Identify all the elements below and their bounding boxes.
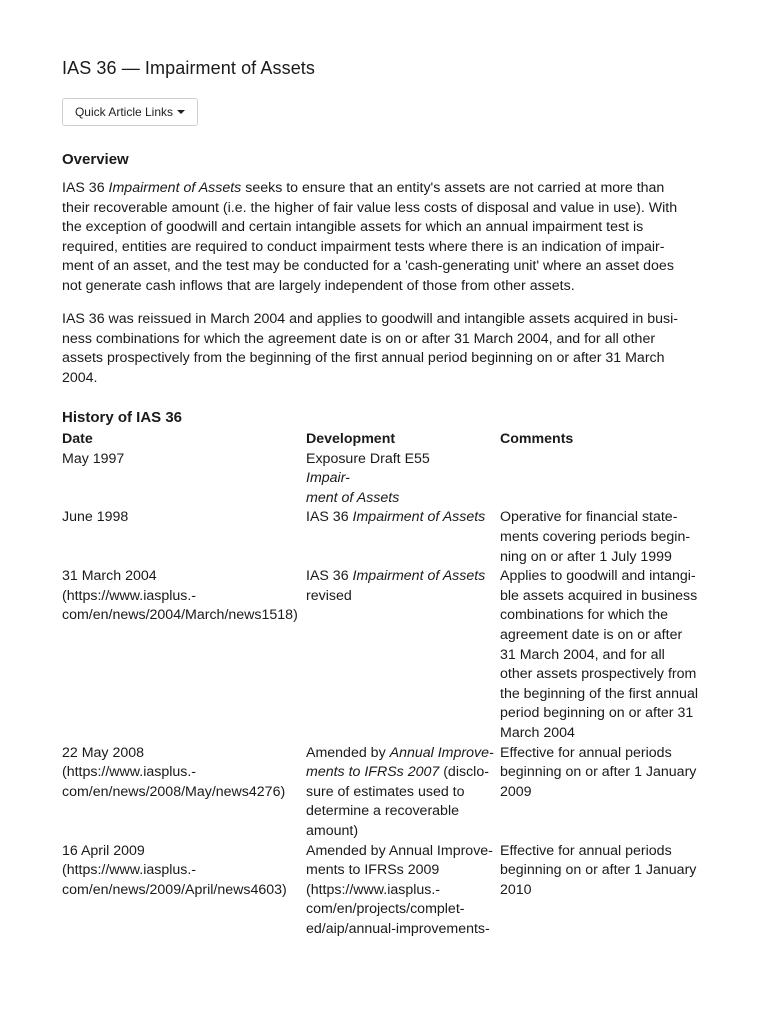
- overview-paragraph-2: [62, 310, 708, 388]
- quick-article-links-label: Quick Article Links: [74, 105, 174, 119]
- history-heading: History of IAS 36: [62, 409, 183, 426]
- history-row-comments: Applies to goodwill and intangi- ble assets acquired in business combinations for which the agreement date is on or after 31 March 2004, and for all other assets prospectively from the beginning of the first annual period beginning on or after 31 March 2004: [500, 568, 698, 741]
- overview-heading: Overview: [62, 151, 129, 168]
- paragraph-line: not generate cash inflows that are largely independent of those from other assets.: [62, 277, 575, 294]
- history-row-date: May 1997: [62, 450, 125, 467]
- paragraph-line: the exception of goodwill and certain intangible assets for which an annual impairment test is: [62, 219, 644, 236]
- paragraph-line: assets prospectively from the beginning of the first annual period beginning on or after 31 March: [62, 350, 665, 367]
- column-header-comments: Comments: [500, 431, 574, 447]
- quick-article-links-button[interactable]: [62, 98, 198, 126]
- history-row-date: 31 March 2004 (https://www.iasplus.- com/en/news/2004/March/news1518): [62, 568, 298, 624]
- column-header-development: Development: [306, 431, 396, 447]
- history-row-development: IAS 36 Impairment of Assets: [306, 509, 486, 526]
- history-row-development: Amended by Annual Improve- ments to IFRSs 2009 (https://www.iasplus.- com/en/projects/complet- ed/aip/annual-improvements-: [306, 842, 493, 937]
- history-row-development: IAS 36 Impairment of Assets revised: [306, 568, 486, 604]
- paragraph-line: required, entities are required to conduct impairment tests where there is an indication of impair-: [62, 238, 665, 255]
- history-row-development: Amended by Annual Improve- ments to IFRSs 2007 (disclo- sure of estimates used to determine a recoverable amount): [306, 744, 494, 839]
- caret-down-icon: [177, 110, 185, 114]
- history-row-date: 22 May 2008 (https://www.iasplus.- com/en/news/2008/May/news4276): [62, 744, 286, 800]
- history-row-comments: Effective for annual periods beginning on or after 1 January 2010: [500, 842, 697, 898]
- paragraph-line: 2004.: [62, 369, 98, 386]
- history-row-date: 16 April 2009 (https://www.iasplus.- com/en/news/2009/April/news4603): [62, 842, 287, 898]
- page-title: IAS 36 — Impairment of Assets: [62, 58, 316, 78]
- history-row-date: June 1998: [62, 509, 129, 526]
- paragraph-line: ment of an asset, and the test may be conducted for a 'cash-generating unit' where an asset does: [62, 258, 674, 275]
- paragraph-line: their recoverable amount (i.e. the higher of fair value less costs of disposal and value in use). With: [62, 199, 678, 216]
- history-row-development: Exposure Draft E55 Impair- ment of Assets: [306, 450, 430, 506]
- overview-paragraph-1: [62, 179, 708, 297]
- history-row-comments: Operative for financial state- ments covering periods begin- ning on or after 1 July 1999: [500, 509, 691, 565]
- paragraph-line: IAS 36 was reissued in March 2004 and applies to goodwill and intangible assets acquired in busi-: [62, 311, 678, 327]
- column-header-date: Date: [62, 431, 93, 447]
- paragraph-line: ness combinations for which the agreement date is on or after 31 March 2004, and for all other: [62, 330, 656, 347]
- paragraph-line: IAS 36 Impairment of Assets seeks to ensure that an entity's assets are not carried at more than: [62, 180, 665, 196]
- history-row-comments: Effective for annual periods beginning on or after 1 January 2009: [500, 744, 697, 800]
